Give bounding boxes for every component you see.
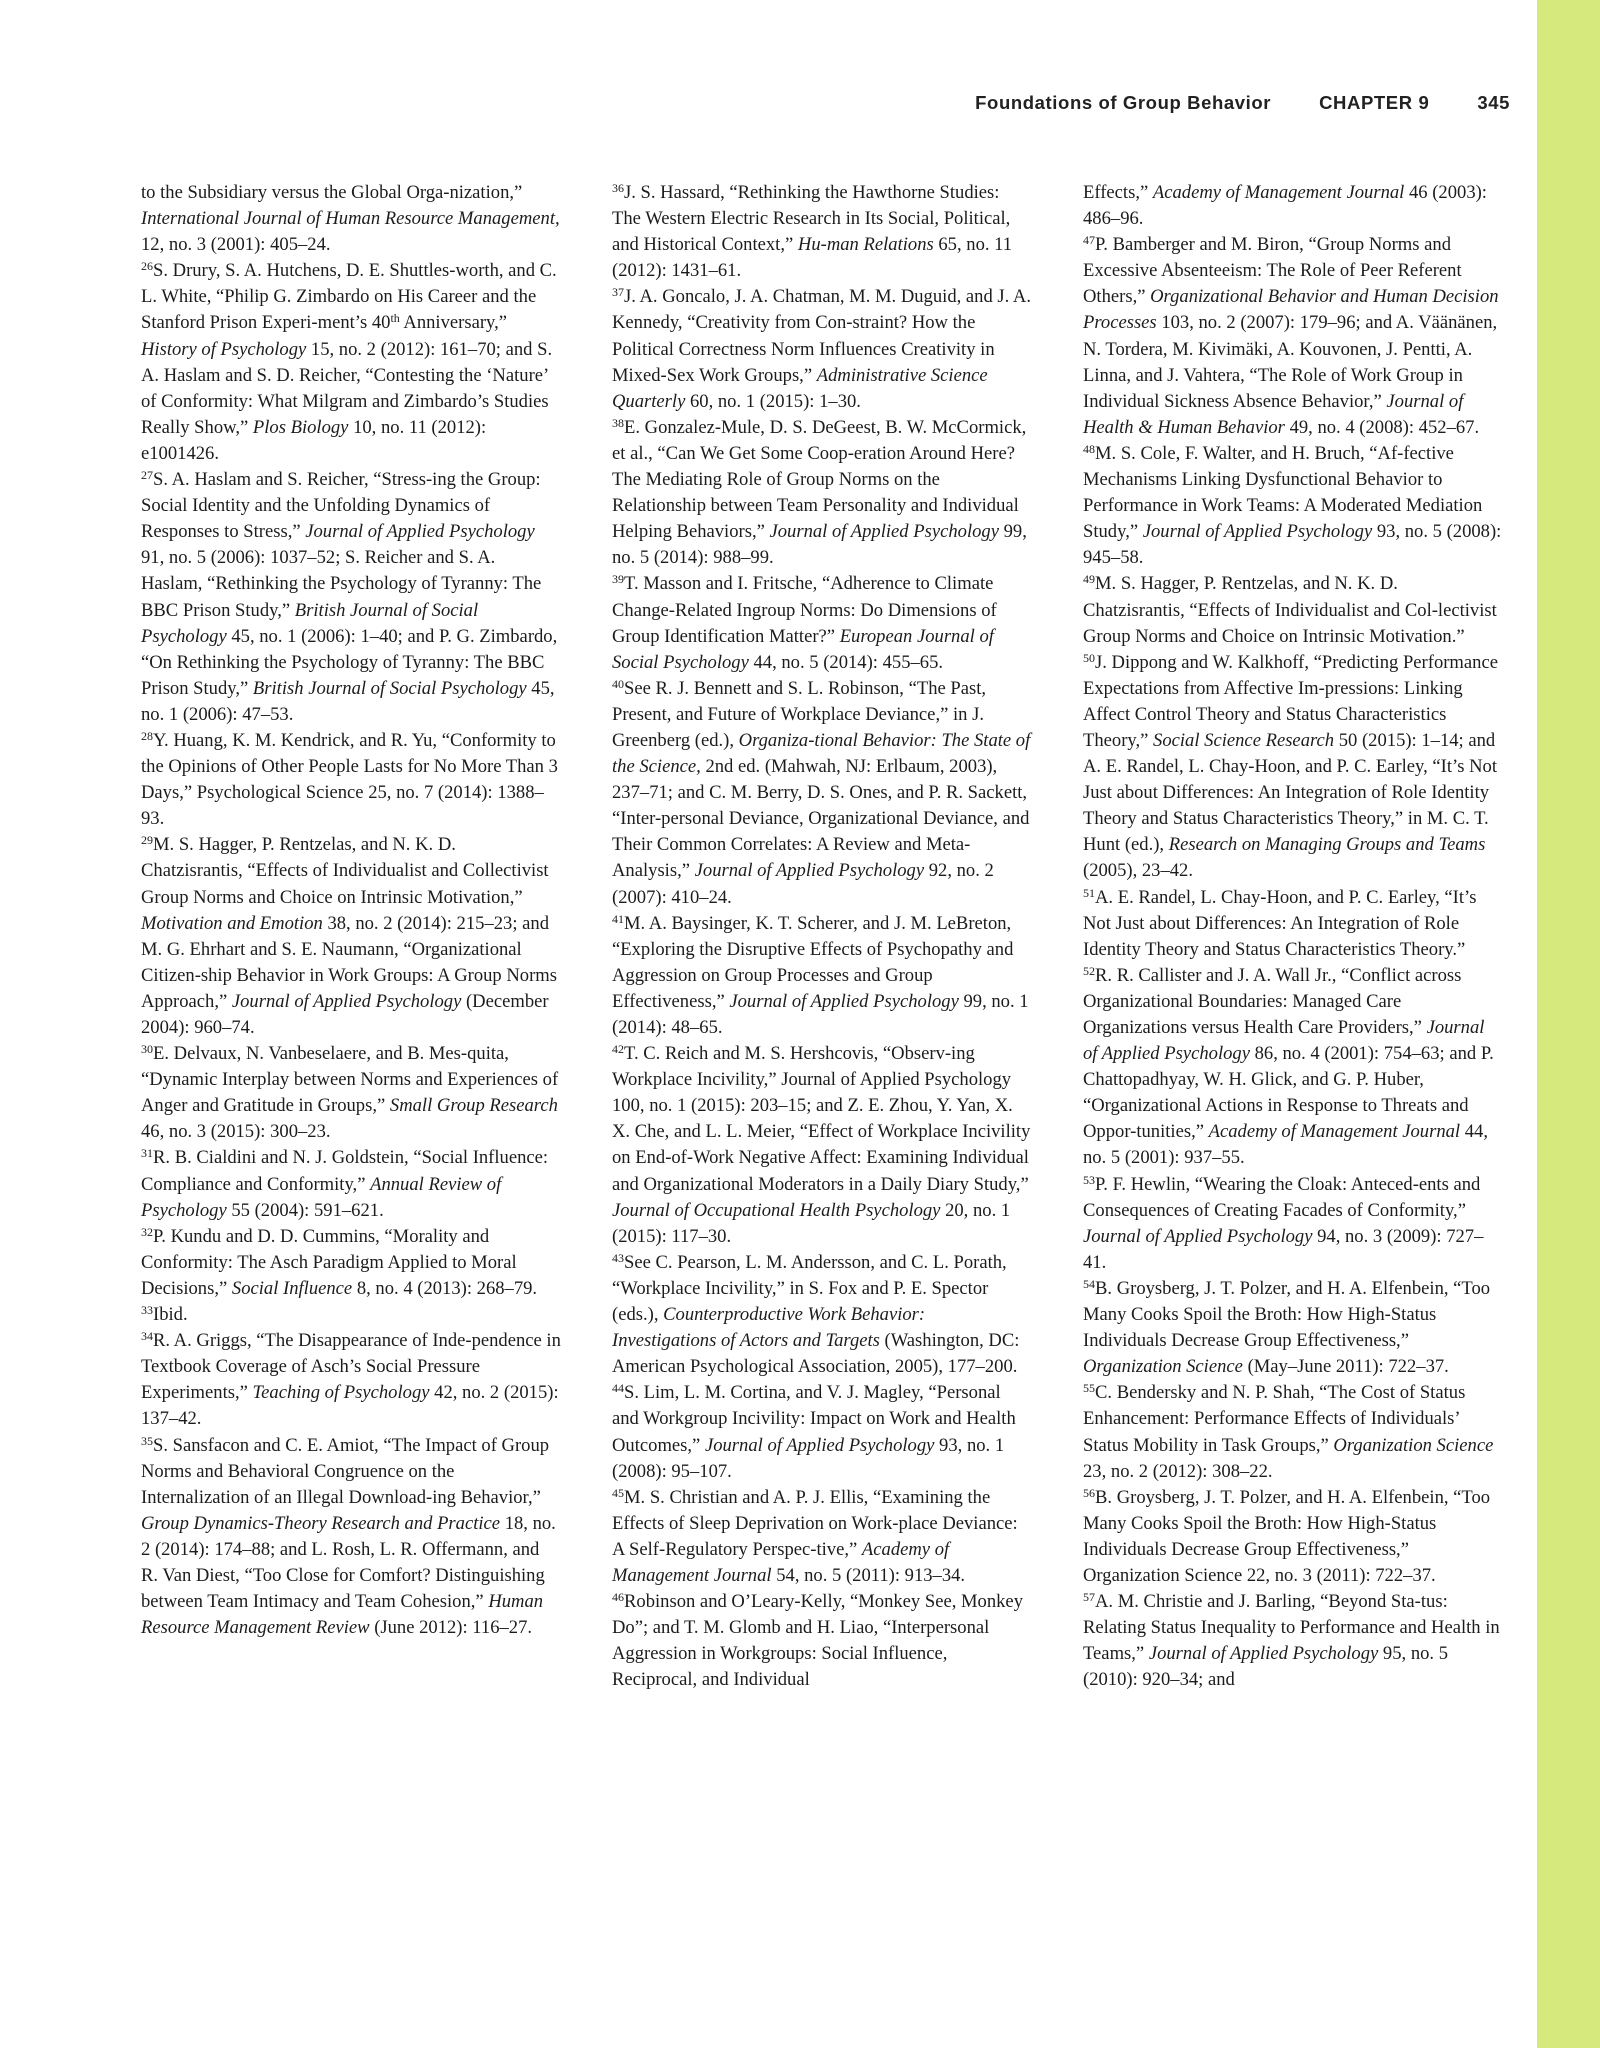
endnotes-column-2 xyxy=(612,180,1032,1693)
endnote-number: 48 xyxy=(1083,441,1095,456)
endnote-number: 47 xyxy=(1083,233,1095,248)
endnote-number: 46 xyxy=(612,1590,624,1605)
citation-text: 20, no. 1 (2015): 117–30. xyxy=(612,1199,1011,1247)
journal-title: Journal of Applied Psychology xyxy=(231,990,462,1012)
endnote-number: 45 xyxy=(612,1485,624,1500)
endnote-46 xyxy=(612,1589,1032,1693)
citation-text: Anniversary,” xyxy=(399,312,508,334)
citation-text: 86, no. 4 (2001): 754–63; and P. Chattopadhyay, W. H. Glick, and G. P. Huber, “Organizational Actions in Response to Threats and Oppor-tunities,” xyxy=(1083,1043,1494,1143)
journal-title: Journal of Applied Psychology xyxy=(704,1434,935,1456)
citation-text: E. Gonzalez-Mule, D. S. DeGeest, B. W. McCormick, et al., “Can We Get Some Coop-eration Around Here? The Mediating Role of Group Norms on the Relationship between Team Personality and Individual Helping Behaviors,” xyxy=(612,416,1027,543)
endnote-49 xyxy=(1083,571,1503,649)
citation-text: Effects,” xyxy=(1083,182,1153,203)
endnote-47 xyxy=(1083,232,1503,441)
citation-text: J. S. Hassard, “Rethinking the Hawthorne Studies: The Western Electric Research in Its Social, Political, and Historical Context,” xyxy=(612,182,1011,256)
citation-text: 10, no. 11 (2012): e1001426. xyxy=(141,416,487,464)
journal-title: British Journal of Social Psychology xyxy=(252,677,527,699)
header-title: Foundations of Group Behavior xyxy=(975,92,1272,113)
endnote-30 xyxy=(141,1041,561,1145)
endnote-number: 42 xyxy=(612,1042,624,1057)
endnote-33 xyxy=(141,1302,561,1328)
citation-text: S. Drury, S. A. Hutchens, D. E. Shuttles-worth, and C. L. White, “Philip G. Zimbardo on His Career and the Stanford Prison Experi-ment’s 40 xyxy=(141,260,557,334)
journal-title: Annual Review of Psychology xyxy=(141,1173,502,1221)
journal-title: Human Resource Management Review xyxy=(141,1591,544,1639)
endnote-41 xyxy=(612,911,1032,1041)
citation-text: (May–June 2011): 722–37. xyxy=(1242,1356,1449,1378)
citation-text: 46 (2003): 486–96. xyxy=(1083,182,1487,230)
journal-title: Organizational Behavior and Human Decision Processes xyxy=(1083,286,1499,334)
endnote-number: 29 xyxy=(141,833,153,848)
journal-title: Journal of Applied Psychology xyxy=(1142,521,1373,543)
journal-title: International Journal of Human Resource Management, xyxy=(141,208,560,230)
endnote-32 xyxy=(141,1224,561,1302)
endnote-number: 39 xyxy=(612,572,624,587)
citation-text: Robinson and O’Leary-Kelly, “Monkey See, Monkey Do”; and T. M. Glomb and H. Liao, “Interpersonal Aggression in Workgroups: Social Influence, Reciprocal, and Individual xyxy=(612,1591,1023,1691)
citation-text: M. S. Christian and A. P. J. Ellis, “Examining the Effects of Sleep Deprivation on Work-place Deviance: A Self-Regulatory Perspec-tive,” xyxy=(612,1486,1018,1560)
citation-text: 23, no. 2 (2012): 308–22. xyxy=(1083,1460,1273,1482)
endnote-continued xyxy=(1083,180,1503,232)
citation-text: (Washington, DC: American Psychological Association, 2005), 177–200. xyxy=(612,1330,1020,1378)
running-header xyxy=(940,92,1510,114)
citation-text: 50 (2015): 1–14; and A. E. Randel, L. Chay-Hoon, and P. C. Earley, “It’s Not Just about Differences: An Integration of Role Identity Theory and Status Characteristics Theory,” in M. C. T. Hunt (ed.), xyxy=(1083,729,1497,856)
citation-text: B. Groysberg, J. T. Polzer, and H. A. Elfenbein, “Too Many Cooks Spoil the Broth: How High-Status Individuals Decrease Group Effectiveness,” xyxy=(1083,1277,1491,1352)
citation-text: 93, no. 5 (2008): 945–58. xyxy=(1083,521,1502,569)
citation-text: to the Subsidiary versus the Global Orga-nization,” xyxy=(141,182,523,203)
endnote-continued xyxy=(141,180,561,258)
endnote-27 xyxy=(141,467,561,728)
citation-text: 44, no. 5 (2014): 455–65. xyxy=(748,651,944,673)
journal-title: Plos Biology xyxy=(252,416,349,438)
endnote-number: 50 xyxy=(1083,650,1095,665)
endnote-43 xyxy=(612,1250,1032,1380)
endnote-34 xyxy=(141,1328,561,1432)
citation-text: 2nd ed. (Mahwah, NJ: Erlbaum, 2003), 237–71; and C. M. Berry, D. S. Ones, and P. R. Sackett, “Inter-personal Deviance, Organizational Deviance, and Their Common Correlates: A Review and Meta-Analysis,” xyxy=(612,756,1030,882)
journal-title: Journal of Applied Psychology xyxy=(1148,1643,1379,1665)
endnote-number: 51 xyxy=(1083,885,1095,900)
citation-text: R. R. Callister and J. A. Wall Jr., “Conflict across Organizational Boundaries: Managed Care Organizations versus Health Care Providers,” xyxy=(1083,964,1462,1038)
citation-text: A. M. Christie and J. Barling, “Beyond Sta-tus: Relating Status Inequality to Performance and Health in Teams,” xyxy=(1083,1591,1500,1665)
citation-text: 54, no. 5 (2011): 913–34. xyxy=(771,1564,966,1586)
journal-title: Journal of Applied Psychology xyxy=(694,860,925,882)
citation-text: 55 (2004): 591–621. xyxy=(226,1199,384,1221)
endnote-number: 38 xyxy=(612,415,624,430)
citation-text: 95, no. 5 (2010): 920–34; and xyxy=(1083,1643,1449,1691)
citation-text: 60, no. 1 (2015): 1–30. xyxy=(685,390,861,412)
citation-text: P. Bamberger and M. Biron, “Group Norms and Excessive Absenteeism: The Role of Peer Referent Others,” xyxy=(1083,234,1462,308)
citation-text: (2005), 23–42. xyxy=(1083,860,1194,882)
citation-text: (December 2004): 960–74. xyxy=(141,990,549,1038)
endnote-number: 34 xyxy=(141,1329,153,1344)
citation-text: 49, no. 4 (2008): 452–67. xyxy=(1284,416,1480,438)
journal-title: Administrative Science Quarterly xyxy=(612,364,988,412)
endnote-39 xyxy=(612,571,1032,675)
citation-text: 8, no. 4 (2013): 268–79. xyxy=(352,1277,538,1299)
citation-text: E. Delvaux, N. Vanbeselaere, and B. Mes-quita, “Dynamic Interplay between Norms and Experiences of Anger and Gratitude in Groups,” xyxy=(141,1043,559,1117)
citation-text: P. F. Hewlin, “Wearing the Cloak: Anteced-ents and Consequences of Creating Facades of Conformity,” xyxy=(1083,1173,1481,1221)
citation-text: M. S. Hagger, P. Rentzelas, and N. K. D. Chatzisrantis, “Effects of Individualist and Col-lectivist Group Norms and Choice on Intrinsic Motivation.” xyxy=(1083,573,1497,647)
endnote-55 xyxy=(1083,1380,1503,1484)
citation-text: T. Masson and I. Fritsche, “Adherence to Climate Change-Related Ingroup Norms: Do Dimensions of Group Identification Matter?” xyxy=(612,573,997,647)
citation-text: A. E. Randel, L. Chay-Hoon, and P. C. Earley, “It’s Not Just about Differences: An Integration of Role Identity Theory and Status Characteristics Theory.” xyxy=(1083,886,1477,960)
journal-title: Academy of Management Journal xyxy=(1152,182,1405,203)
endnote-number: 30 xyxy=(141,1042,153,1057)
journal-title: Journal of Applied Psychology xyxy=(1083,1225,1313,1247)
endnote-26 xyxy=(141,258,561,467)
journal-title: Journal of Applied Psychology xyxy=(305,521,535,543)
citation-text: 92, no. 2 (2007): 410–24. xyxy=(612,860,994,908)
endnote-48 xyxy=(1083,441,1503,571)
citation-text: (June 2012): 116–27. xyxy=(369,1617,533,1639)
citation-text: S. Lim, L. M. Cortina, and V. J. Magley, “Personal and Workgroup Incivility: Impact on Work and Health Outcomes,” xyxy=(612,1382,1016,1456)
citation-text: th xyxy=(390,311,400,326)
endnote-number: 49 xyxy=(1083,572,1095,587)
citation-text: P. Kundu and D. D. Cummins, “Morality and Conformity: The Asch Paradigm Applied to Moral Decisions,” xyxy=(141,1225,517,1299)
citation-text: 99, no. 1 (2014): 48–65. xyxy=(612,990,1029,1038)
citation-text: 18, no. 2 (2014): 174–88; and L. Rosh, L. R. Offermann, and R. Van Diest, “Too Close for Comfort? Distinguishing between Team Intimacy and Team Cohesion,” xyxy=(141,1512,556,1613)
citation-text: 94, no. 3 (2009): 727–41. xyxy=(1083,1225,1484,1273)
journal-title: British Journal of Social Psychology xyxy=(141,599,479,647)
endnote-56 xyxy=(1083,1485,1503,1589)
endnote-50 xyxy=(1083,650,1503,885)
journal-title: Organization Science xyxy=(1083,1356,1243,1378)
endnote-number: 33 xyxy=(141,1303,153,1318)
endnote-number: 31 xyxy=(141,1146,153,1161)
endnote-40 xyxy=(612,676,1032,911)
endnote-35 xyxy=(141,1433,561,1642)
endnote-number: 28 xyxy=(141,728,153,743)
journal-title: Journal of Applied Psychology xyxy=(769,521,999,543)
citation-text: 42, no. 2 (2015): 137–42. xyxy=(141,1382,559,1430)
endnote-number: 41 xyxy=(612,911,624,926)
endnote-36 xyxy=(612,180,1032,284)
journal-title: Organiza-tional Behavior: The State of the Science, xyxy=(612,729,1031,778)
citation-text: 91, no. 5 (2006): 1037–52; S. Reicher and S. A. Haslam, “Rethinking the Psychology of Tyranny: The BBC Prison Study,” xyxy=(141,547,542,621)
endnotes-column-3 xyxy=(1083,180,1503,1693)
citation-text: 65, no. 11 (2012): 1431–61. xyxy=(612,234,1013,282)
endnote-37 xyxy=(612,284,1032,414)
citation-text: 46, no. 3 (2015): 300–23. xyxy=(141,1121,331,1143)
journal-title: Social Influence xyxy=(231,1277,353,1299)
endnote-53 xyxy=(1083,1172,1503,1276)
journal-title: Research on Managing Groups and Teams xyxy=(1168,834,1486,856)
journal-title: Counterproductive Work Behavior: Investigations of Actors and Targets xyxy=(612,1304,926,1352)
endnote-number: 53 xyxy=(1083,1172,1095,1187)
endnote-31 xyxy=(141,1145,561,1223)
endnote-number: 56 xyxy=(1083,1485,1095,1500)
citation-text: 99, no. 5 (2014): 988–99. xyxy=(612,521,1027,569)
chapter-side-tab xyxy=(1537,0,1600,2048)
citation-text: 45, no. 1 (2006): 47–53. xyxy=(141,677,555,725)
journal-title: Journal of Health & Human Behavior xyxy=(1083,390,1464,438)
endnote-number: 26 xyxy=(141,259,153,274)
journal-title: History of Psychology xyxy=(141,338,307,360)
citation-text: Ibid. xyxy=(153,1304,188,1326)
journal-title: Group Dynamics-Theory Research and Practice xyxy=(141,1512,501,1534)
citation-text: 44, no. 5 (2001): 937–55. xyxy=(1083,1121,1488,1169)
endnote-number: 43 xyxy=(612,1250,624,1265)
endnote-number: 37 xyxy=(612,285,624,300)
journal-title: Social Science Research xyxy=(1153,729,1335,751)
citation-text: M. A. Baysinger, K. T. Scherer, and J. M. LeBreton, “Exploring the Disruptive Effects of Psychopathy and Aggression on Group Processes and Group Effectiveness,” xyxy=(612,912,1014,1012)
citation-text: R. A. Griggs, “The Disappearance of Inde-pendence in Textbook Coverage of Asch’s Social Pressure Experiments,” xyxy=(141,1330,561,1404)
citation-text: 15, no. 2 (2012): 161–70; and S. A. Haslam and S. D. Reicher, “Contesting the ‘Nature’ of Conformity: What Milgram and Zimbardo’s Studies Really Show,” xyxy=(141,338,553,438)
citation-text: 12, no. 3 (2001): 405–24. xyxy=(141,234,331,256)
endnote-number: 32 xyxy=(141,1224,153,1239)
endnote-28 xyxy=(141,728,561,832)
citation-text: J. A. Goncalo, J. A. Chatman, M. M. Duguid, and J. A. Kennedy, “Creativity from Con-straint? How the Political Correctness Norm Influences Creativity in Mixed-Sex Work Groups,” xyxy=(612,286,1031,386)
endnote-number: 52 xyxy=(1083,963,1095,978)
endnote-number: 55 xyxy=(1083,1381,1095,1396)
endnote-number: 57 xyxy=(1083,1590,1095,1605)
journal-title: Hu-man Relations xyxy=(797,234,934,256)
endnote-number: 36 xyxy=(612,181,624,195)
header-chapter: CHAPTER 9 xyxy=(1319,92,1430,113)
endnote-29 xyxy=(141,832,561,1041)
endnote-57 xyxy=(1083,1589,1503,1693)
endnote-number: 27 xyxy=(141,468,153,483)
journal-title: Teaching of Psychology xyxy=(252,1382,430,1404)
citation-text: 45, no. 1 (2006): 1–40; and P. G. Zimbardo, “On Rethinking the Psychology of Tyranny: The BBC Prison Study,” xyxy=(141,625,558,699)
journal-title: Small Group Research xyxy=(389,1095,558,1117)
journal-title: Journal of Applied Psychology xyxy=(1083,1017,1485,1065)
citation-text: R. B. Cialdini and N. J. Goldstein, “Social Influence: Compliance and Conformity,” xyxy=(141,1147,549,1195)
endnotes-column-1 xyxy=(141,180,561,1641)
journal-title: European Journal of Social Psychology xyxy=(612,625,994,673)
journal-title: Journal of Occupational Health Psychology xyxy=(612,1199,941,1221)
citation-text: T. C. Reich and M. S. Hershcovis, “Observ-ing Workplace Incivility,” Journal of Applied Psychology 100, no. 1 (2015): 203–15; and Z. E. Zhou, Y. Yan, X. X. Che, and L. L. Meier, “Effect of Workplace Incivility on End-of-Work Negative Affect: Examining Individual and Organizational Moderators in a Daily Diary Study,” xyxy=(612,1043,1031,1195)
endnote-44 xyxy=(612,1380,1032,1484)
citation-text: B. Groysberg, J. T. Polzer, and H. A. Elfenbein, “Too Many Cooks Spoil the Broth: How High-Status Individuals Decrease Group Effectiveness,” Organization Science 22, no. 3 (2011): 722–37. xyxy=(1083,1486,1491,1586)
citation-text: S. A. Haslam and S. Reicher, “Stress-ing the Group: Social Identity and the Unfolding Dynamics of Responses to Stress,” xyxy=(141,469,541,543)
endnote-52 xyxy=(1083,963,1503,1172)
endnote-45 xyxy=(612,1485,1032,1589)
journal-title: Journal of Applied Psychology xyxy=(729,990,959,1012)
endnote-number: 35 xyxy=(141,1433,153,1448)
journal-title: Academy of Management Journal xyxy=(1208,1121,1461,1143)
endnote-number: 44 xyxy=(612,1381,624,1396)
citation-text: M. S. Cole, F. Walter, and H. Bruch, “Af-fective Mechanisms Linking Dysfunctional Behavior to Performance in Work Teams: A Moderated Mediation Study,” xyxy=(1083,442,1483,543)
journal-title: Organization Science xyxy=(1333,1434,1494,1456)
journal-title: Academy of Management Journal xyxy=(612,1538,950,1586)
journal-title: Motivation and Emotion xyxy=(141,912,323,934)
citation-text: See C. Pearson, L. M. Andersson, and C. L. Porath, “Workplace Incivility,” in S. Fox and P. E. Spector (eds.), xyxy=(612,1251,1007,1326)
citation-text: See R. J. Bennett and S. L. Robinson, “The Past, Present, and Future of Workplace Deviance,” in J. Greenberg (ed.), xyxy=(612,677,987,751)
endnote-number: 54 xyxy=(1083,1276,1095,1291)
citation-text: S. Sansfacon and C. E. Amiot, “The Impact of Group Norms and Behavioral Congruence on the Internalization of an Illegal Download-ing Behavior,” xyxy=(141,1434,550,1508)
endnote-38 xyxy=(612,415,1032,572)
citation-text: C. Bendersky and N. P. Shah, “The Cost of Status Enhancement: Performance Effects of Individuals’ Status Mobility in Task Groups,” xyxy=(1083,1382,1466,1456)
citation-text: J. Dippong and W. Kalkhoff, “Predicting Performance Expectations from Affective Im-pressions: Linking Affect Control Theory and Status Characteristics Theory,” xyxy=(1083,651,1498,751)
endnote-54 xyxy=(1083,1276,1503,1380)
citation-text: 93, no. 1 (2008): 95–107. xyxy=(612,1434,1005,1482)
page-number: 345 xyxy=(1477,92,1510,113)
citation-text: 103, no. 2 (2007): 179–96; and A. Väänänen, N. Tordera, M. Kivimäki, A. Kouvonen, J. Pentti, A. Linna, and J. Vahtera, “The Role of Work Group in Individual Sickness Absence Behavior,” xyxy=(1083,312,1498,412)
endnote-42 xyxy=(612,1041,1032,1250)
citation-text: 38, no. 2 (2014): 215–23; and M. G. Ehrhart and S. E. Naumann, “Organizational Citizen-ship Behavior in Work Groups: A Group Norms Approach,” xyxy=(141,912,557,1012)
endnote-51 xyxy=(1083,885,1503,963)
citation-text: Y. Huang, K. M. Kendrick, and R. Yu, “Conformity to the Opinions of Other People Lasts for No More Than 3 Days,” Psychological Science 25, no. 7 (2014): 1388–93. xyxy=(141,729,558,830)
citation-text: M. S. Hagger, P. Rentzelas, and N. K. D. Chatzisrantis, “Effects of Individualist and Collectivist Group Norms and Choice on Intrinsic Motivation,” xyxy=(141,834,549,908)
endnote-number: 40 xyxy=(612,676,624,691)
